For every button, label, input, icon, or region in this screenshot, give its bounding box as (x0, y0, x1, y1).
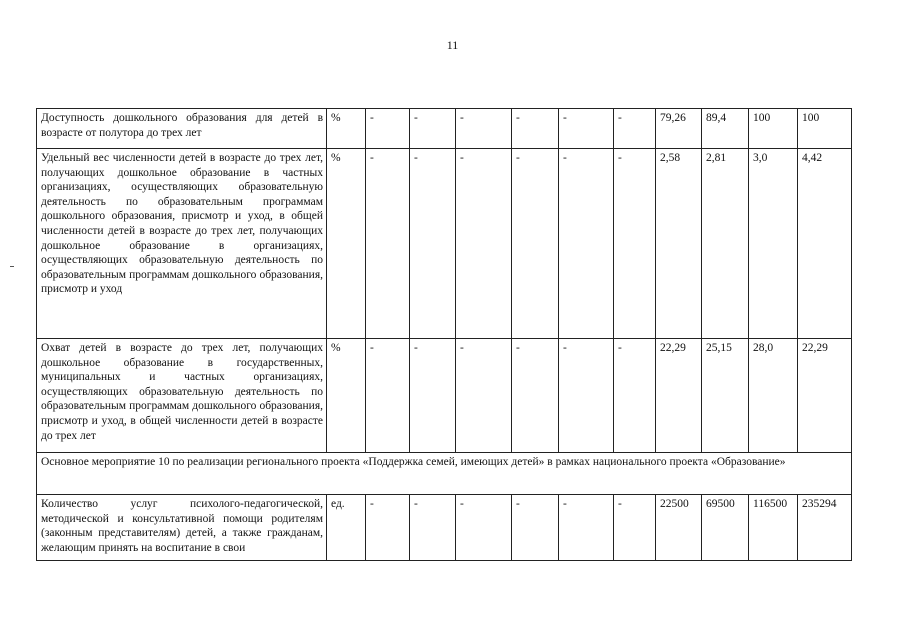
table-row (37, 339, 852, 453)
value-cell: - (456, 495, 512, 561)
unit-cell: ед. (327, 495, 366, 561)
value-cell: - (366, 339, 410, 453)
value-cell: - (456, 109, 512, 149)
value-cell: - (559, 495, 614, 561)
table-row (37, 495, 852, 561)
value-cell: 2,81 (702, 149, 749, 339)
value-cell: 22500 (656, 495, 702, 561)
section-heading-row (37, 453, 852, 495)
value-cell: - (456, 339, 512, 453)
unit-cell: % (327, 149, 366, 339)
indicator-name: Количество услуг психолого-педагогической, методической и консультативной помощи родителям (законным представителям) детей, а также гражданам, желающим принять на воспитание в свои (37, 495, 327, 561)
value-cell: - (614, 339, 656, 453)
value-cell: 28,0 (749, 339, 798, 453)
value-cell: 22,29 (798, 339, 852, 453)
value-cell: - (559, 109, 614, 149)
value-cell: - (614, 149, 656, 339)
margin-mark (10, 266, 14, 267)
value-cell: - (614, 495, 656, 561)
value-cell: - (559, 339, 614, 453)
value-cell: - (559, 149, 614, 339)
value-cell: - (410, 149, 456, 339)
table-row (37, 149, 852, 339)
value-cell: 100 (749, 109, 798, 149)
value-cell: - (512, 339, 559, 453)
value-cell: 89,4 (702, 109, 749, 149)
value-cell: 4,42 (798, 149, 852, 339)
value-cell: 100 (798, 109, 852, 149)
value-cell: - (512, 109, 559, 149)
value-cell: - (410, 495, 456, 561)
indicator-name: Удельный вес численности детей в возрасте до трех лет, получающих дошкольное образование в частных организациях, осуществляющих образовательную деятельность по образовательным программам дошкольного образования, присмотр и уход, в общей численности детей в возрасте до трех лет, получающих дошкольное образование в организациях, осуществляющих образовательную деятельность по образовательным программам дошкольного образования, присмотр и уход (37, 149, 327, 339)
value-cell: 25,15 (702, 339, 749, 453)
value-cell: 22,29 (656, 339, 702, 453)
value-cell: - (366, 495, 410, 561)
indicator-name: Охват детей в возрасте до трех лет, получающих дошкольное образование в государственных, муниципальных и частных организациях, осуществляющих образовательную деятельность по образовательным программам дошкольного образования, присмотр и уход, в общей численности детей в возрасте до трех лет (37, 339, 327, 453)
section-heading: Основное мероприятие 10 по реализации регионального проекта «Поддержка семей, имеющих детей» в рамках национального проекта «Образование» (37, 453, 852, 495)
unit-cell: % (327, 339, 366, 453)
indicator-name: Доступность дошкольного образования для детей в возрасте от полутора до трех лет (37, 109, 327, 149)
value-cell: - (366, 149, 410, 339)
table-row (37, 109, 852, 149)
value-cell: 116500 (749, 495, 798, 561)
value-cell: 79,26 (656, 109, 702, 149)
unit-cell: % (327, 109, 366, 149)
value-cell: - (512, 495, 559, 561)
indicators-table (36, 108, 852, 561)
value-cell: 3,0 (749, 149, 798, 339)
value-cell: 2,58 (656, 149, 702, 339)
value-cell: - (614, 109, 656, 149)
value-cell: 69500 (702, 495, 749, 561)
value-cell: - (366, 109, 410, 149)
value-cell: 235294 (798, 495, 852, 561)
value-cell: - (512, 149, 559, 339)
value-cell: - (456, 149, 512, 339)
value-cell: - (410, 109, 456, 149)
value-cell: - (410, 339, 456, 453)
page-number: 11 (446, 38, 459, 52)
